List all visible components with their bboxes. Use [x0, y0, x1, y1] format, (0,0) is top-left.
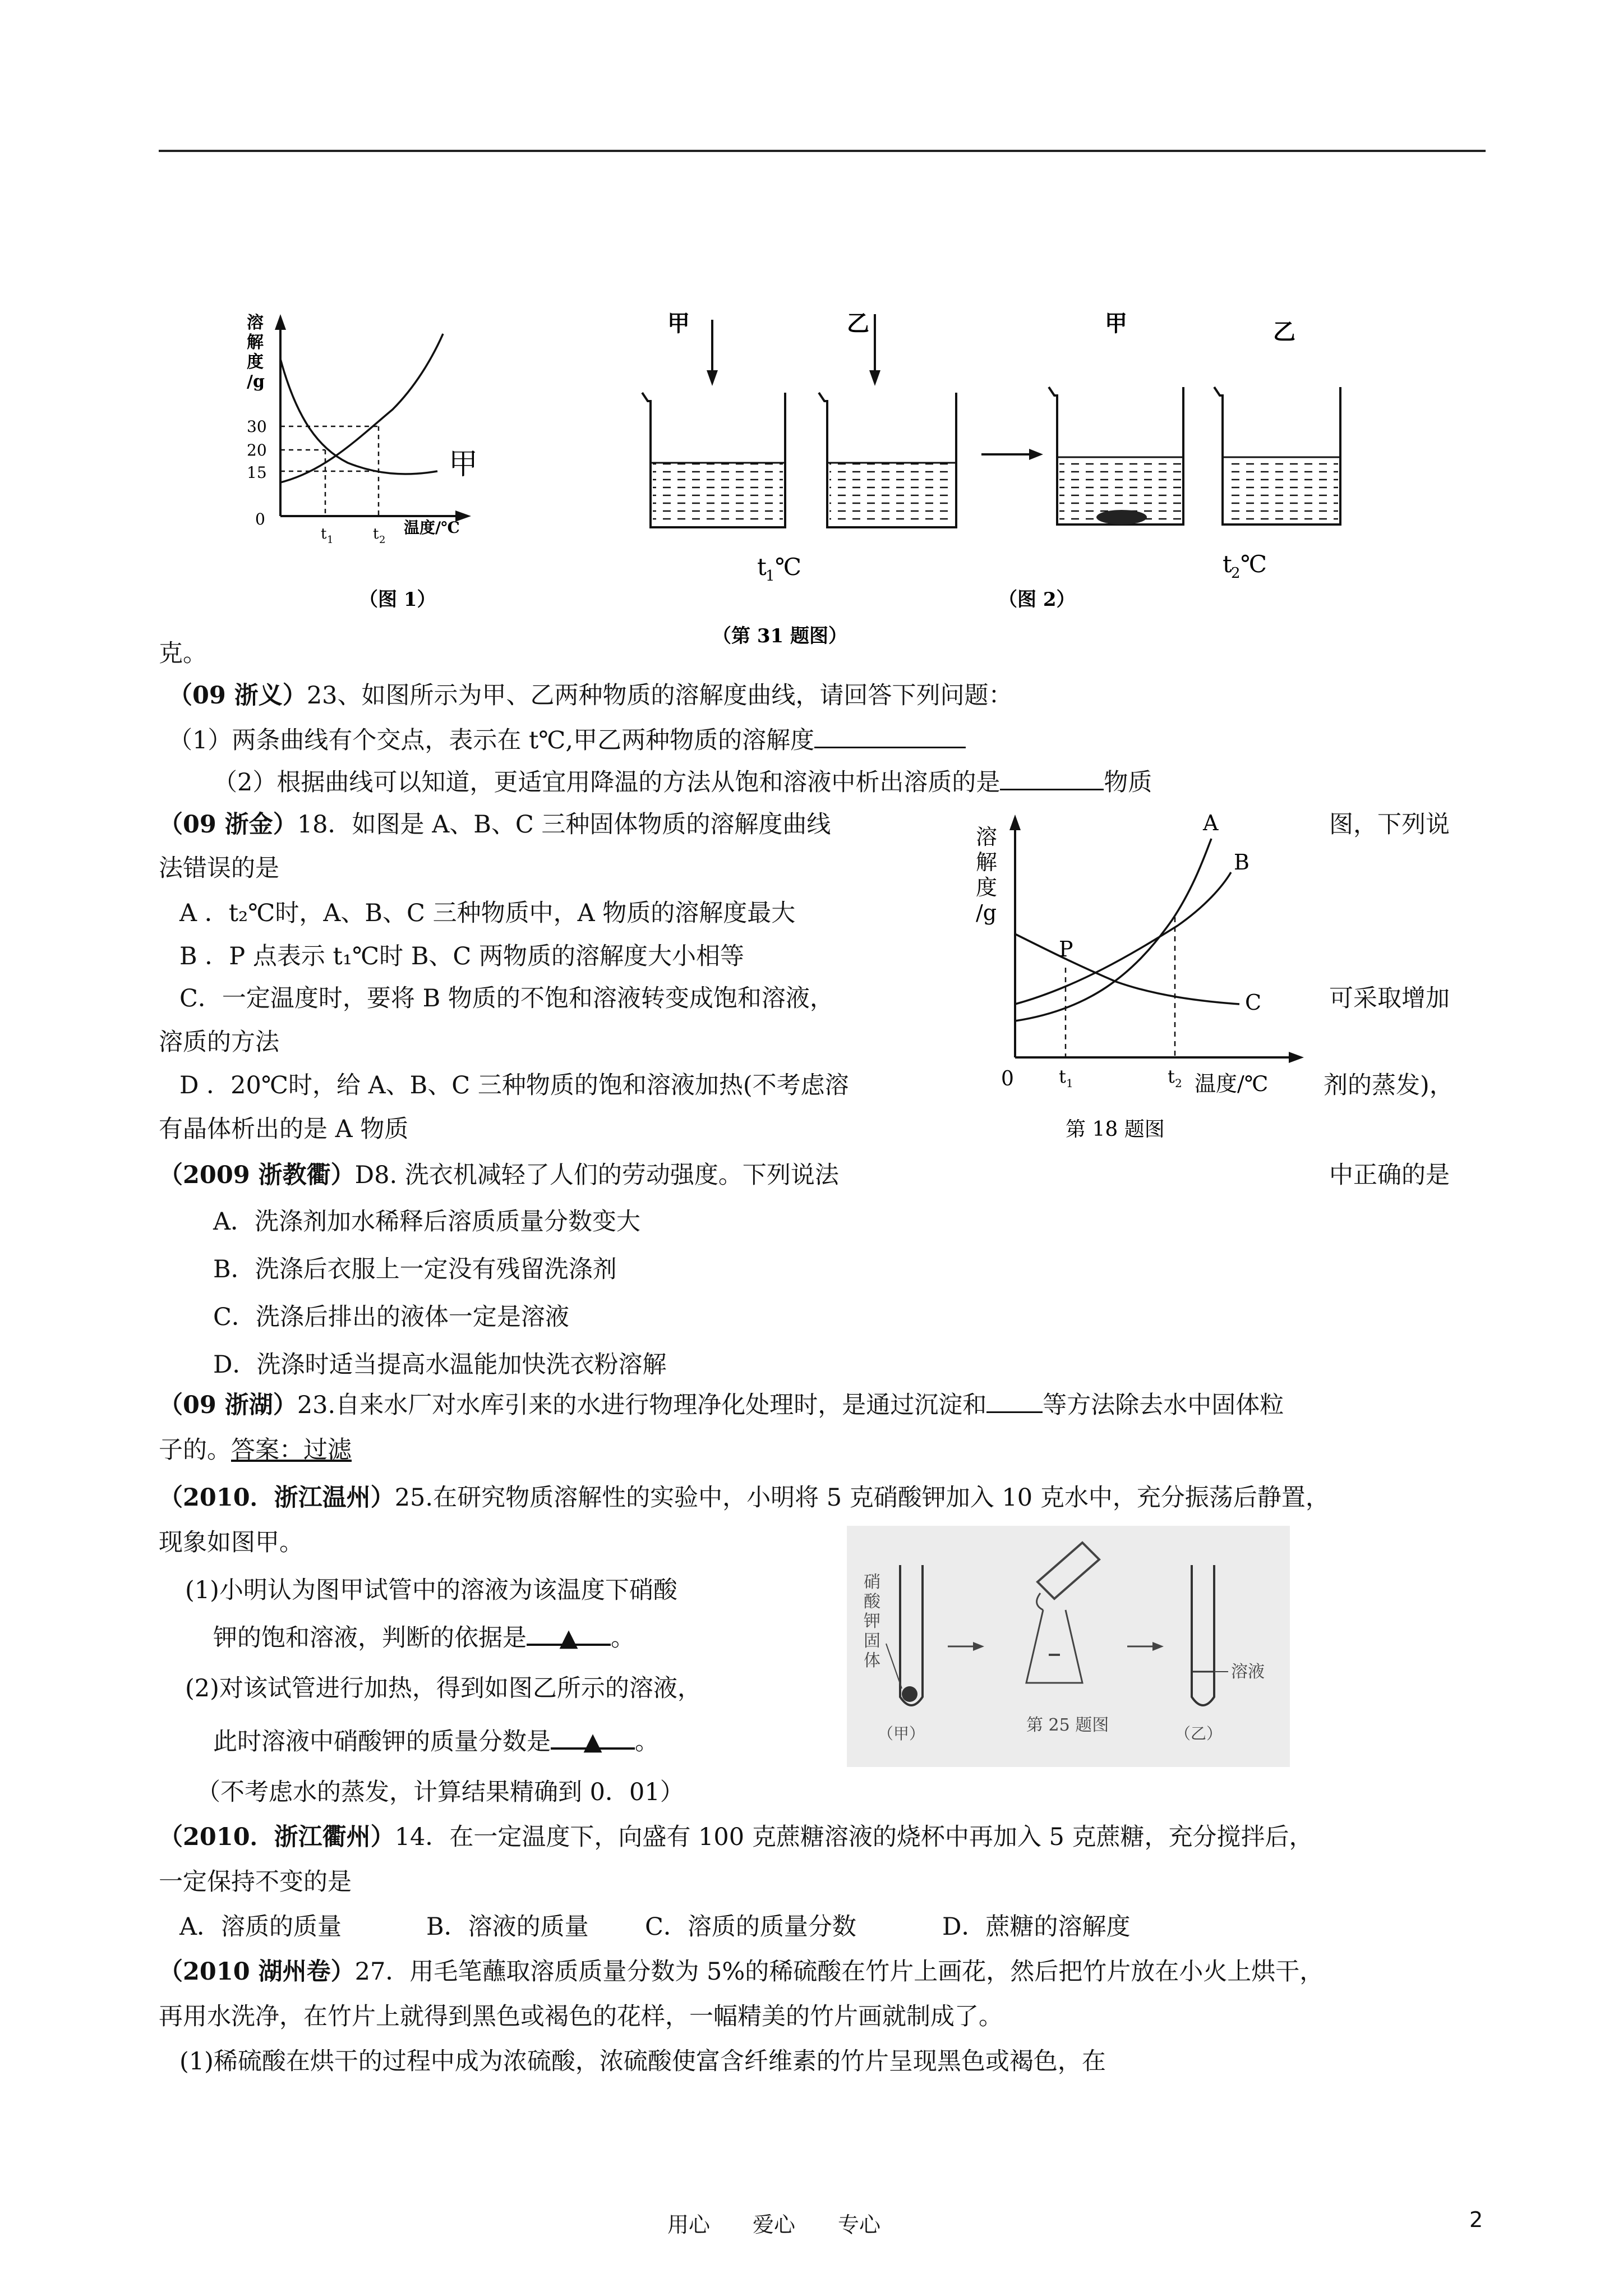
- q18-stem-text: 18．如图是 A、B、C 三种固体物质的溶解度曲线: [297, 811, 831, 839]
- fig2-t1: t: [757, 553, 767, 581]
- fig2-label-jia-1: 甲: [667, 310, 690, 337]
- fig25-tube-label-2: 酸: [864, 1592, 880, 1612]
- q18-option-d1-right: 剂的蒸发)，: [1324, 1071, 1454, 1099]
- qD8-option-d: D．洗涤时适当提高水温能加快洗衣粉溶解: [213, 1351, 667, 1379]
- q25-p2b: [213, 1725, 659, 1759]
- triangle-mark: ▲: [583, 1728, 602, 1756]
- fig18-xlabel: 温度/℃: [1195, 1071, 1269, 1096]
- fig25-yi: （乙）: [1175, 1724, 1223, 1743]
- figure-25-drawing: [847, 1526, 1290, 1767]
- footer-motto: 用心 爱心 专心: [667, 2212, 881, 2237]
- fig25-caption: 第 25 题图: [1026, 1715, 1109, 1735]
- q23-yiwu-p2: [213, 766, 1152, 799]
- fig18-caption: 第 18 题图: [1066, 1118, 1165, 1141]
- answer-blank[interactable]: [1000, 766, 1104, 790]
- fig18-xtick-t1-sub: 1: [1066, 1076, 1073, 1090]
- q18-option-c1-right: 可采取增加: [1329, 984, 1450, 1013]
- fig18-curve-C: C: [1245, 990, 1262, 1015]
- q14-source: （2010．浙江衢州）: [159, 1823, 395, 1851]
- figure-31-drawing: [224, 303, 1295, 651]
- fig18-xtick-t1: t: [1059, 1066, 1066, 1087]
- q18-stem-right: 图，下列说: [1329, 811, 1450, 839]
- fig2-label-jia-2: 甲: [1105, 310, 1127, 337]
- fig1-ylabel-3: 度: [247, 352, 264, 372]
- q27-stem-text: 27．用毛笔蘸取溶质质量分数为 5%的稀硫酸在竹片上画花，然后把竹片放在小火上烘干，: [354, 1958, 1324, 1986]
- q23-yiwu-p2-tail: 物质: [1104, 769, 1152, 797]
- q23-yiwu-p2-text: （2）根据曲线可以知道，更适宜用降温的方法从饱和溶液中析出溶质的是: [213, 769, 1000, 797]
- fig2-t2-unit: ℃: [1241, 550, 1267, 578]
- q18-source: （09 浙金）: [159, 811, 297, 839]
- q23-huzhou-stem: [159, 1388, 1284, 1422]
- fig1-ylabel-2: 解: [247, 333, 264, 352]
- q25-p1b: [213, 1621, 635, 1655]
- fig1-ytick-30: 30: [247, 417, 267, 436]
- q14-option-a: A．溶质的质量: [179, 1913, 342, 1941]
- fig18-ylabel-4: /g: [976, 900, 997, 925]
- q27-p1: (1)稀硫酸在烘干的过程中成为浓硫酸，浓硫酸使富含纤维素的竹片呈现黑色或褐色，在: [179, 2047, 1106, 2076]
- fig1-xtick-t2: t: [373, 526, 379, 542]
- q14-stem: [159, 1820, 1313, 1854]
- fig1-ytick-20: 20: [247, 441, 267, 459]
- q23-huzhou-line2-text: 子的。: [159, 1436, 231, 1464]
- fig18-origin: 0: [1001, 1068, 1014, 1091]
- figure-31: [224, 303, 1295, 651]
- fig2-t2-sub: 2: [1231, 565, 1241, 582]
- q14-option-b: B．溶液的质量: [426, 1913, 589, 1941]
- q23-huzhou-line2: [159, 1433, 352, 1467]
- qD8-option-c: C．洗涤后排出的液体一定是溶液: [213, 1303, 569, 1331]
- fig25-tube-label-5: 体: [864, 1651, 880, 1671]
- fig1-xtick-t1-sub: 1: [327, 534, 334, 546]
- fig25-tube-label-4: 固: [864, 1631, 880, 1651]
- q18-option-c2: 溶质的方法: [159, 1028, 279, 1056]
- fig2-t1-unit: ℃: [775, 553, 801, 581]
- q18-option-a: A ．t₂℃时，A、B、C 三种物质中，A 物质的溶解度最大: [179, 899, 796, 927]
- qD8-option-a: A．洗涤剂加水稀释后溶质质量分数变大: [213, 1208, 641, 1236]
- fig1-ylabel-4: /g: [247, 372, 265, 392]
- qD8-stem-text: D8. 洗衣机减轻了人们的劳动强度。下列说法: [354, 1161, 839, 1189]
- fig18-ylabel-3: 度: [976, 875, 998, 900]
- q23-yiwu-source: （09 浙义）: [168, 682, 307, 710]
- page-number: 2: [1469, 2207, 1483, 2232]
- fig1-xtick-t2-sub: 2: [379, 534, 386, 546]
- q18-stem2: 法错误的是: [159, 854, 279, 882]
- q25-stem2: 现象如图甲。: [159, 1529, 303, 1557]
- q25-p2a: (2)对该试管进行加热，得到如图乙所示的溶液，: [185, 1674, 702, 1703]
- qD8-source: （2009 浙教衢）: [159, 1161, 355, 1189]
- q27-stem: [159, 1955, 1324, 1989]
- q23-yiwu-p1: [168, 724, 966, 757]
- figure-25: [847, 1526, 1290, 1767]
- fig1-origin: 0: [255, 510, 265, 528]
- fig2-caption: （图 2）: [998, 588, 1076, 611]
- fig2-label-yi-1: 乙: [847, 310, 869, 337]
- answer-blank-triangle[interactable]: [551, 1725, 635, 1756]
- q18-option-c1: C．一定温度时，要将 B 物质的不饱和溶液转变成饱和溶液，: [179, 984, 834, 1013]
- q25-stem: [159, 1481, 1330, 1515]
- fig25-solution: 溶液: [1231, 1662, 1265, 1682]
- fig18-curve-A: A: [1203, 811, 1219, 835]
- q25-p1c: 。: [611, 1624, 635, 1652]
- q18-option-d1: D ．20℃时，给 A、B、C 三种物质的饱和溶液加热(不考虑溶: [179, 1071, 849, 1099]
- fig1-ylabel-1: 溶: [247, 313, 264, 333]
- fig25-jia: （甲）: [878, 1724, 925, 1743]
- fig1-xtick-t1: t: [321, 526, 327, 542]
- qD8-stem-right: 中正确的是: [1329, 1161, 1450, 1189]
- q14-option-c: C．溶质的质量分数: [645, 1913, 856, 1941]
- fig25-tube-label-1: 硝: [864, 1572, 880, 1592]
- q14-option-d: D．蔗糖的溶解度: [942, 1913, 1131, 1941]
- qD8-option-b: B．洗涤后衣服上一定没有残留洗涤剂: [213, 1255, 617, 1283]
- fig18-curve-B: B: [1234, 850, 1249, 875]
- fig2-label-yi-2: 乙: [1273, 319, 1295, 345]
- qD8-stem: [159, 1158, 839, 1192]
- fig18-xtick-t2: t: [1168, 1066, 1175, 1087]
- q27-source: （2010 湖州卷）: [159, 1958, 355, 1986]
- q18-stem: [159, 808, 831, 841]
- q18-option-d2: 有晶体析出的是 A 物质: [159, 1115, 409, 1143]
- q25-p2b-text: 此时溶液中硝酸钾的质量分数是: [213, 1728, 551, 1756]
- answer-blank[interactable]: [986, 1389, 1043, 1413]
- figure-31-caption: （第 31 题图）: [712, 625, 847, 647]
- q23-huzhou-stem-b: 等方法除去水中固体粒: [1043, 1391, 1284, 1419]
- fig2-t2: t: [1223, 550, 1232, 578]
- fig2-t1-sub: 1: [766, 568, 775, 585]
- fig18-point-P: P: [1059, 937, 1073, 961]
- q25-stem-text: 25.在研究物质溶解性的实验中，小明将 5 克硝酸钾加入 10 克水中，充分振荡后静置，: [394, 1484, 1330, 1512]
- fig25-tube-label-3: 钾: [864, 1612, 880, 1631]
- fig18-ylabel-1: 溶: [976, 825, 998, 849]
- q25-p2c: 。: [635, 1728, 659, 1756]
- fig18-ylabel-2: 解: [976, 850, 998, 875]
- q18-option-b: B ．P 点表示 t₁℃时 B、C 两物质的溶解度大小相等: [179, 942, 744, 970]
- q23-yiwu-stem: [168, 679, 1013, 712]
- q25-note: （不考虑水的蒸发，计算结果精确到 0．01）: [196, 1778, 684, 1806]
- fig1-ytick-15: 15: [247, 463, 267, 482]
- answer-blank[interactable]: [814, 724, 966, 748]
- q14-stem-text: 14．在一定温度下，向盛有 100 克蔗糖溶液的烧杯中再加入 5 克蔗糖，充分搅拌后，: [394, 1823, 1313, 1851]
- figure-18: [965, 808, 1312, 1156]
- triangle-mark: ▲: [559, 1624, 578, 1652]
- q23-huzhou-answer: 答案：过滤: [231, 1436, 352, 1464]
- figure-18-drawing: [965, 808, 1312, 1156]
- q25-source: （2010．浙江温州）: [159, 1484, 395, 1512]
- text-ke: 克。: [159, 639, 207, 668]
- fig1-xlabel: 温度/℃: [404, 518, 460, 537]
- fig1-caption: （图 1）: [359, 588, 436, 611]
- header-rule: [159, 150, 1486, 152]
- q27-stem2: 再用水洗净，在竹片上就得到黑色或褐色的花样，一幅精美的竹片画就制成了。: [159, 2003, 1003, 2031]
- answer-blank-triangle[interactable]: [527, 1621, 611, 1652]
- q25-p1a: (1)小明认为图甲试管中的溶液为该温度下硝酸: [185, 1576, 677, 1604]
- q14-stem2: 一定保持不变的是: [159, 1868, 352, 1896]
- fig1-curve-label: 甲: [449, 448, 478, 481]
- q23-huzhou-source: （09 浙湖）: [159, 1391, 297, 1419]
- q23-yiwu-stem-text: 23、如图所示为甲、乙两种物质的溶解度曲线，请回答下列问题：: [306, 682, 1013, 710]
- q23-huzhou-stem-a: 23.自来水厂对水库引来的水进行物理净化处理时，是通过沉淀和: [297, 1391, 987, 1419]
- q23-yiwu-p1-text: （1）两条曲线有个交点，表示在 t℃,甲乙两种物质的溶解度: [168, 726, 815, 754]
- q25-p1b-text: 钾的饱和溶液，判断的依据是: [213, 1624, 527, 1652]
- fig18-xtick-t2-sub: 2: [1175, 1076, 1182, 1090]
